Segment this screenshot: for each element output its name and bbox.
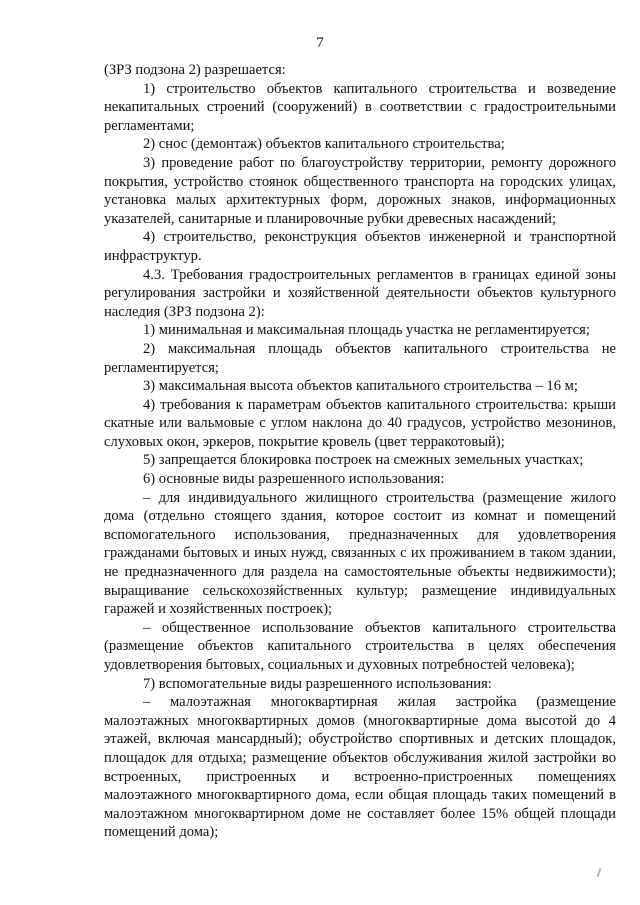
paragraph-public-use: – общественное использование объектов капитального строительства (размещение объектов капитального строительства в целях обеспечения удовлетворения бытовых, социальных и духовных потребностей человека);	[104, 619, 616, 673]
page-number: 7	[316, 35, 324, 51]
paragraph-auxiliary-uses-heading: 7) вспомогательные виды разрешенного использования:	[143, 675, 492, 692]
paragraph-item-4-infrastructure: 4) строительство, реконструкция объектов инженерной и транспортной инфраструктур.	[104, 229, 616, 264]
paragraph-max-building-area: 2) максимальная площадь объектов капитального строительства не регламентируется;	[104, 340, 616, 376]
paragraph-low-rise-apartments: – малоэтажная многоквартирная жилая застройка (размещение малоэтажных многоквартирных домов (многоквартирные дома высотой до 4 этажей, включая мансардный); обустройство спортивных и детских площадок, площадок для отдыха; размещение объектов обслуживания жилой застройки во встроенных, пристроенных и встроенно-пристроенных помещениях малоэтажного многоквартирного дома, если общая площадь таких помещений в малоэтажном многоквартирном доме не составляет более 15% общей площади помещений дома);	[104, 694, 616, 841]
paragraph-max-height: 3) максимальная высота объектов капитального строительства – 16 м;	[143, 378, 578, 395]
paragraph-individual-housing: – для индивидуального жилищного строительства (размещение жилого дома (отдельно стоящего здания, которое состоит из комнат и помещений вспомогательного использования, предназначенных для удовлетворения гражданами бытовых и иных нужд, связанных с их проживанием в таком здании, не предназначенного для раздела на самостоятельные объекты недвижимости); выращивание сельскохозяйственных культур; размещение индивидуальных гаражей и хозяйственных построек);	[104, 489, 616, 618]
paragraph-permission-intro: (ЗРЗ подзона 2) разрешается:	[104, 62, 286, 78]
document-body	[104, 61, 616, 842]
paragraph-section-4-3: 4.3. Требования градостроительных регламентов в границах единой зоны регулирования застройки и хозяйственной деятельности объектов культурного наследия (ЗРЗ подзона 2):	[104, 266, 616, 320]
paragraph-item-2-demolition: 2) снос (демонтаж) объектов капитального строительства;	[143, 136, 505, 153]
paragraph-item-3-improvement: 3) проведение работ по благоустройству территории, ремонту дорожного покрытия, устройство стоянок общественного транспорта на городских улицах, установка малых архитектурных форм, дорожных знаков, информационных указателей, санитарные и планировочные рубки древесных насаждений;	[104, 154, 616, 227]
paragraph-main-uses-heading: 6) основные виды разрешенного использования:	[143, 471, 445, 488]
scan-mark	[597, 868, 602, 877]
paragraph-item-1-construction: 1) строительство объектов капитального строительства и возведение некапитальных строений (сооружений) в соответствии с градостроительными регламентами;	[104, 80, 616, 134]
paragraph-roof-requirements: 4) требования к параметрам объектов капитального строительства: крыши скатные или вальмовые с углом наклона до 40 градусов, устройство мезонинов, слуховых окон, эркеров, покрытие кровель (цвет терракотовый);	[104, 396, 616, 450]
paragraph-blocking-prohibited: 5) запрещается блокировка построек на смежных земельных участках;	[143, 452, 584, 469]
paragraph-min-max-area: 1) минимальная и максимальная площадь участка не регламентируется;	[143, 322, 590, 339]
